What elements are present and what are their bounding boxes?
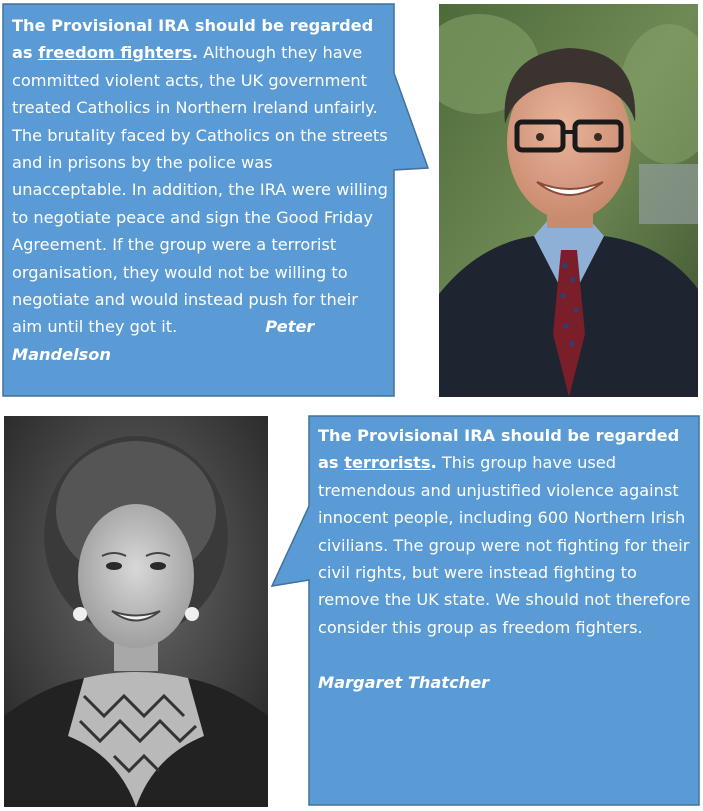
quote-text-bottom <box>318 422 692 696</box>
portrait-man-icon <box>439 4 698 397</box>
portrait-photo-top <box>439 4 698 397</box>
quote-text-top <box>12 12 388 368</box>
quote-attribution: Peter Mandelson <box>12 317 315 364</box>
portrait-photo-bottom <box>4 416 268 807</box>
quote-lead: The Provisional IRA should be regarded as <box>318 426 680 473</box>
quote-attribution: Margaret Thatcher <box>318 672 490 692</box>
quote-lead-end: . <box>191 43 198 63</box>
quote-keyword: terrorists <box>344 453 431 473</box>
quote-lead-end: . <box>430 453 437 473</box>
quote-lead: The Provisional IRA should be regarded as <box>12 16 374 63</box>
portrait-woman-icon <box>4 416 268 807</box>
quote-body: Although they have committed violent acts, the UK government treated Catholics in Northern Ireland unfairly. The brutality faced by Catholics on the streets and in prisons by the police was unacceptable. In addition, the IRA were willing to negotiate peace and sign the Good Friday Agreement. If the group were a terrorist organisation, they would not be willing to negotiate and would instead push for their aim until they got it. <box>12 43 388 337</box>
quote-keyword: freedom fighters <box>38 43 192 63</box>
quote-body: This group have used tremendous and unjustified violence against innocent people, including 600 Northern Irish civilians. The group were not fighting for their civil rights, but were instead fighting to remove the UK state. We should not therefore consider this group as freedom fighters. <box>318 453 691 637</box>
